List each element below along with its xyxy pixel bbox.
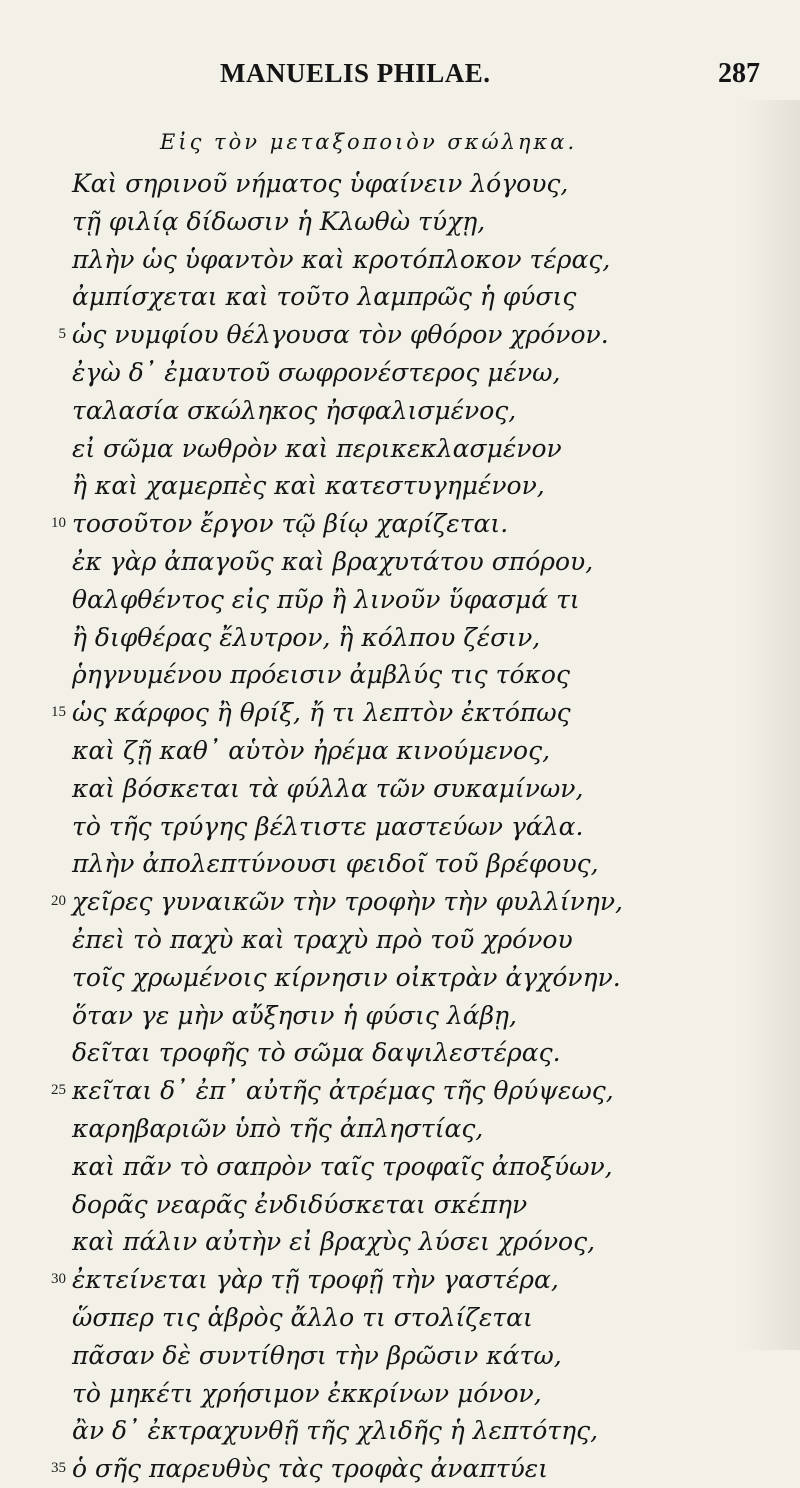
verse-text: τὸ μηκέτι χρήσιμον ἐκκρίνων μόνον, [72,1378,542,1408]
verse-text: ἂν δ᾽ ἐκτραχυνθῇ τῆς χλιδῆς ἡ λεπτότης, [72,1416,599,1446]
verse-text: ἢ διφθέρας ἔλυτρον, ἢ κόλπου ζέσιν, [72,622,541,652]
verse-text: καρηβαριῶν ὑπὸ τῆς ἀπληστίας, [72,1113,484,1143]
verse-line [0,1299,800,1337]
verse-text: τῇ φιλίᾳ δίδωσιν ἡ Κλωθὼ τύχῃ, [72,206,486,236]
verse-line [0,354,800,392]
verse-line [0,165,800,203]
verse-text: ἀμπίσχεται καὶ τοῦτο λαμπρῶς ἡ φύσις [72,282,577,312]
poem-title: Εἰς τὸν μεταξοποιὸν σκώληκα. [160,130,578,154]
verse-text: πλὴν ὡς ὑφαντὸν καὶ κροτόπλοκον τέρας, [72,244,611,274]
poem-verses [0,165,800,1488]
verse-number: 15 [51,704,66,721]
verse-text: ἐκ γὰρ ἀπαγοῦς καὶ βραχυτάτου σπόρου, [72,546,594,576]
verse-line [0,430,800,468]
verse-line [0,619,800,657]
verse-line [0,921,800,959]
verse-line [0,1110,800,1148]
verse-text: τοῖς χρωμένοις κίρνησιν οἰκτρὰν ἀγχόνην. [72,962,621,992]
verse-line [0,316,800,354]
verse-text: ὡς κάρφος ἢ θρίξ, ἤ τι λεπτὸν ἐκτόπως [72,698,571,728]
verse-number: 30 [51,1271,66,1288]
verse-line [0,808,800,846]
verse-text: καὶ βόσκεται τὰ φύλλα τῶν συκαμίνων, [72,773,584,803]
verse-text: δεῖται τροφῆς τὸ σῶμα δαψιλεστέρας. [72,1038,561,1068]
verse-line [0,1223,800,1261]
verse-line [0,883,800,921]
verse-text: καὶ πᾶν τὸ σαπρὸν ταῖς τροφαῖς ἀποξύων, [72,1151,613,1181]
verse-line [0,845,800,883]
verse-number: 10 [51,515,66,532]
verse-text: θαλφθέντος εἰς πῦρ ἢ λινοῦν ὕφασμά τι [72,584,580,614]
verse-text: πᾶσαν δὲ συντίθησι τὴν βρῶσιν κάτω, [72,1340,562,1370]
verse-line [0,959,800,997]
verse-line [0,581,800,619]
verse-text: ταλασία σκώληκος ἠσφαλισμένος, [72,395,517,425]
running-title: MANUELIS PHILAE. [220,58,491,88]
verse-line [0,543,800,581]
verse-text: χεῖρες γυναικῶν τὴν τροφὴν τὴν φυλλίνην, [72,887,624,917]
verse-line [0,1412,800,1450]
verse-text: ῥηγνυμένου πρόεισιν ἀμβλύς τις τόκος [72,660,570,690]
page-header [0,52,800,98]
verse-text: ἐπεὶ τὸ παχὺ καὶ τραχὺ πρὸ τοῦ χρόνου [72,924,573,954]
verse-line [0,1072,800,1110]
verse-line [0,1261,800,1299]
verse-line [0,732,800,770]
verse-text: ἐγὼ δ᾽ ἐμαυτοῦ σωφρονέστερος μένω, [72,357,561,387]
verse-text: ἐκτείνεται γὰρ τῇ τροφῇ τὴν γαστέρα, [72,1265,559,1295]
verse-line [0,1337,800,1375]
verse-text: εἰ σῶμα νωθρὸν καὶ περικεκλασμένον [72,433,562,463]
verse-text: δορᾶς νεαρᾶς ἐνδιδύσκεται σκέπην [72,1189,528,1219]
verse-line [0,203,800,241]
verse-number: 20 [51,893,66,910]
verse-text: ἢ καὶ χαμερπὲς καὶ κατεστυγημένον, [72,471,545,501]
verse-line [0,1450,800,1488]
verse-line [0,1148,800,1186]
verse-text: τὸ τῆς τρύγης βέλτιστε μαστεύων γάλα. [72,811,584,841]
verse-text: ὅταν γε μὴν αὔξησιν ἡ φύσις λάβῃ, [72,1000,517,1030]
verse-line [0,1186,800,1224]
verse-number: 25 [51,1082,66,1099]
verse-text: Καὶ σηρινοῦ νήματος ὑφαίνειν λόγους, [72,169,569,198]
verse-text: τοσοῦτον ἔργον τῷ βίῳ χαρίζεται. [72,509,509,539]
verse-line [0,505,800,543]
verse-line [0,997,800,1035]
verse-line [0,656,800,694]
verse-line [0,770,800,808]
verse-text: πλὴν ἀπολεπτύνουσι φειδοῖ τοῦ βρέφους, [72,849,599,879]
verse-text: κεῖται δ᾽ ἐπ᾽ αὐτῆς ἀτρέμας τῆς θρύψεως, [72,1076,614,1106]
verse-line [0,694,800,732]
verse-text: ὥσπερ τις ἁβρὸς ἄλλο τι στολίζεται [72,1302,533,1332]
verse-line [0,392,800,430]
verse-line [0,467,800,505]
verse-number: 35 [51,1460,66,1477]
verse-text: καὶ πάλιν αὐτὴν εἰ βραχὺς λύσει χρόνος, [72,1227,596,1257]
verse-number: 5 [58,326,66,343]
verse-text: καὶ ζῇ καθ᾽ αὑτὸν ἠρέμα κινούμενος, [72,735,551,765]
verse-line [0,278,800,316]
verse-text: ὁ σῆς παρευθὺς τὰς τροφὰς ἀναπτύει [72,1454,549,1484]
verse-line [0,241,800,279]
verse-line [0,1375,800,1413]
verse-line [0,1034,800,1072]
verse-text: ὡς νυμφίου θέλγουσα τὸν φθόρον χρόνον. [72,320,609,350]
page-number: 287 [718,58,760,89]
